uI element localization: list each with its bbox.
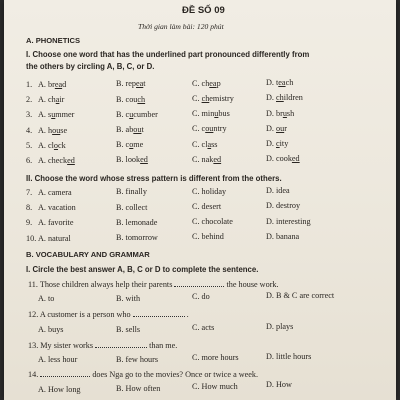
option-2-a[interactable]: [38, 95, 64, 105]
option-1-c[interactable]: [192, 79, 221, 89]
question-13: [28, 340, 177, 351]
word-part: emistry: [209, 94, 234, 103]
option-2-b[interactable]: [116, 95, 145, 105]
word-part: cumber: [133, 109, 158, 119]
underlined-part: ch: [201, 94, 210, 103]
underlined-part: ea: [278, 78, 286, 88]
option-14-a[interactable]: A. How long: [38, 385, 81, 394]
underlined-part: ou: [133, 125, 142, 134]
underlined-part: c: [276, 139, 280, 148]
question-number: 4.: [26, 125, 33, 135]
option-2-c[interactable]: [192, 94, 234, 104]
option-11-a[interactable]: A. to: [38, 294, 55, 303]
option-5-a[interactable]: [38, 141, 66, 151]
option-8-d[interactable]: D. destroy: [266, 201, 301, 211]
word-part: C. c: [192, 124, 206, 134]
underlined-part: o: [129, 140, 134, 150]
question-11-text: 11. Those children always help their parents: [28, 280, 173, 289]
option-6-d[interactable]: [266, 154, 300, 164]
underlined-part: ou: [205, 124, 214, 134]
word-part: ir: [59, 95, 65, 105]
word-part: D. t: [266, 78, 279, 88]
option-14-d[interactable]: D. How: [266, 380, 292, 389]
option-3-d[interactable]: [266, 109, 294, 119]
underlined-part: ed: [213, 154, 222, 164]
word-part: B. ab: [116, 125, 134, 134]
underlined-part: ou: [276, 123, 285, 133]
option-5-b[interactable]: [116, 140, 143, 150]
option-3-c[interactable]: [192, 109, 230, 119]
answer-blank[interactable]: [174, 279, 224, 287]
word-part: B. look: [116, 155, 141, 165]
instruction-phonetics-1: I. Choose one word that has the underlined part pronounced differently from: [26, 50, 310, 59]
question-11: [28, 279, 279, 290]
option-4-a[interactable]: [38, 126, 67, 136]
underlined-part: ed: [140, 155, 148, 165]
question-13-text-end: than me.: [149, 341, 178, 350]
underlined-part: u: [214, 109, 219, 119]
underlined-part: ea: [54, 80, 63, 89]
word-part: sh: [286, 108, 295, 118]
question-number: 1.: [26, 80, 33, 89]
option-3-b[interactable]: [116, 110, 158, 120]
option-1-b[interactable]: [116, 79, 146, 89]
option-10-b[interactable]: B. tomorrow: [116, 233, 158, 242]
answer-blank[interactable]: [40, 369, 90, 377]
underlined-part: a: [207, 139, 212, 149]
word-part: C.: [192, 94, 202, 103]
word-part: D. br: [266, 108, 283, 118]
option-7-c[interactable]: C. holiday: [192, 186, 227, 196]
question-number: 6.: [26, 156, 33, 165]
word-part: ss: [211, 139, 218, 149]
word-part: A. br: [38, 80, 55, 89]
option-11-d[interactable]: D. B & C are correct: [266, 291, 335, 300]
option-9-c[interactable]: C. chocolate: [192, 217, 233, 227]
option-4-b[interactable]: [116, 125, 144, 135]
option-10-d[interactable]: D. banana: [266, 231, 300, 241]
word-part: ch: [285, 78, 294, 88]
question-13-text: 13. My sister works: [28, 341, 94, 350]
question-number: 7.: [26, 188, 33, 197]
underlined-part: u: [129, 109, 134, 119]
option-5-d[interactable]: [266, 139, 288, 149]
question-12-text: 12. A customer is a person who: [28, 310, 131, 319]
option-7-b[interactable]: B. finally: [116, 187, 147, 197]
word-part: C. cl: [192, 139, 208, 149]
question-number: 9.: [26, 218, 33, 228]
instruction-grammar: I. Circle the best answer A, B, C or D to complete the sentence.: [26, 265, 259, 274]
word-part: mmer: [55, 110, 75, 120]
question-number: 5.: [26, 140, 33, 150]
option-7-d[interactable]: D. idea: [266, 186, 290, 196]
word-part: se: [60, 125, 68, 135]
word-part: t: [141, 125, 144, 134]
question-11-text-end: the house work.: [226, 280, 279, 289]
option-9-b[interactable]: B. lemonade: [116, 217, 158, 227]
underlined-part: ea: [209, 78, 217, 88]
option-14-b[interactable]: B. How often: [116, 384, 161, 393]
word-part: A. ch: [38, 95, 56, 105]
word-part: ck: [58, 140, 66, 150]
answer-blank[interactable]: [133, 309, 185, 317]
word-part: A. cl: [38, 140, 54, 150]
underlined-part: u: [282, 108, 287, 118]
word-part: ildren: [283, 93, 303, 103]
worksheet-page: [4, 0, 396, 400]
option-14-c[interactable]: C. How much: [192, 382, 238, 391]
option-12-d[interactable]: D. plays: [266, 322, 294, 331]
underlined-part: ed: [291, 154, 300, 164]
word-part: B. c: [116, 140, 130, 150]
underlined-part: ed: [67, 156, 75, 165]
word-part: ity: [279, 139, 289, 148]
option-6-a[interactable]: [38, 156, 75, 166]
question-number: 10.: [26, 233, 37, 243]
word-part: C. nak: [192, 154, 214, 164]
option-12-a[interactable]: A. buys: [38, 325, 64, 334]
word-part: A. h: [38, 125, 53, 135]
question-number: 8.: [26, 203, 33, 213]
word-part: D.: [266, 139, 277, 148]
word-part: A. check: [38, 156, 68, 165]
option-11-c[interactable]: C. do: [192, 292, 210, 301]
option-10-c[interactable]: C. behind: [192, 232, 224, 242]
word-part: C. min: [192, 109, 215, 119]
option-2-d[interactable]: [266, 93, 303, 103]
question-12-text-end: .: [186, 310, 189, 319]
word-part: d: [62, 80, 67, 89]
section-b-heading: B. VOCABULARY AND GRAMMAR: [26, 250, 150, 259]
option-4-c[interactable]: [192, 124, 227, 134]
option-9-a[interactable]: A. favorite: [38, 218, 74, 228]
underlined-part: u: [51, 110, 56, 120]
option-11-b[interactable]: B. with: [116, 294, 141, 303]
option-8-b[interactable]: B. collect: [116, 202, 148, 212]
word-part: A. s: [38, 110, 52, 120]
option-1-d[interactable]: [266, 78, 293, 88]
word-part: t: [143, 79, 146, 89]
word-part: D.: [266, 123, 277, 133]
word-part: B. c: [116, 109, 130, 119]
underlined-part: ch: [276, 93, 284, 103]
option-4-d[interactable]: [266, 124, 287, 134]
exam-title: ĐỀ SỐ 09: [182, 5, 225, 16]
instruction-phonetics-2: the others by circling A, B, C, or D.: [26, 62, 155, 71]
option-7-a[interactable]: A. camera: [38, 188, 72, 197]
question-14-text: 14.: [28, 370, 39, 379]
word-part: D.: [266, 93, 277, 103]
option-9-d[interactable]: D. interesting: [266, 216, 311, 226]
word-part: C. ch: [192, 78, 210, 88]
option-13-d[interactable]: D. little hours: [266, 352, 312, 361]
question-14: [28, 369, 258, 380]
word-part: B. cou: [116, 94, 138, 104]
option-6-c[interactable]: [192, 155, 221, 165]
word-part: p: [216, 78, 221, 88]
instruction-stress: II. Choose the word whose stress pattern is different from the others.: [26, 174, 282, 183]
option-8-a[interactable]: A. vacation: [38, 203, 76, 213]
option-3-a[interactable]: [38, 110, 74, 120]
exam-subtitle: Thời gian làm bài: 120 phút: [138, 22, 224, 31]
word-part: r: [284, 123, 287, 133]
option-8-c[interactable]: C. desert: [192, 202, 222, 211]
word-part: me: [133, 140, 144, 150]
option-13-b[interactable]: B. few hours: [116, 355, 159, 364]
question-12: [28, 309, 189, 320]
option-10-a[interactable]: A. natural: [38, 233, 71, 243]
option-5-c[interactable]: [192, 140, 217, 150]
underlined-part: a: [55, 95, 60, 105]
underlined-part: ou: [52, 125, 61, 135]
question-number: 3.: [26, 110, 33, 120]
option-12-b[interactable]: B. sells: [116, 325, 141, 334]
word-part: bus: [218, 109, 230, 119]
question-14-text-end: does Nga go to the movies? Once or twice a week.: [92, 370, 259, 379]
option-12-c[interactable]: C. acts: [192, 323, 215, 332]
underlined-part: ch: [137, 94, 146, 104]
word-part: B. rep: [116, 79, 137, 89]
underlined-part: ea: [136, 79, 144, 89]
answer-blank[interactable]: [95, 340, 147, 348]
word-part: ntry: [213, 124, 227, 134]
option-13-c[interactable]: C. more hours: [192, 353, 239, 362]
underlined-part: o: [53, 140, 59, 150]
option-1-a[interactable]: [38, 80, 66, 90]
option-13-a[interactable]: A. less hour: [38, 355, 78, 364]
section-a-heading: A. PHONETICS: [26, 36, 81, 45]
word-part: D. cook: [266, 154, 292, 164]
question-number: 2.: [26, 95, 33, 105]
option-6-b[interactable]: [116, 155, 148, 165]
